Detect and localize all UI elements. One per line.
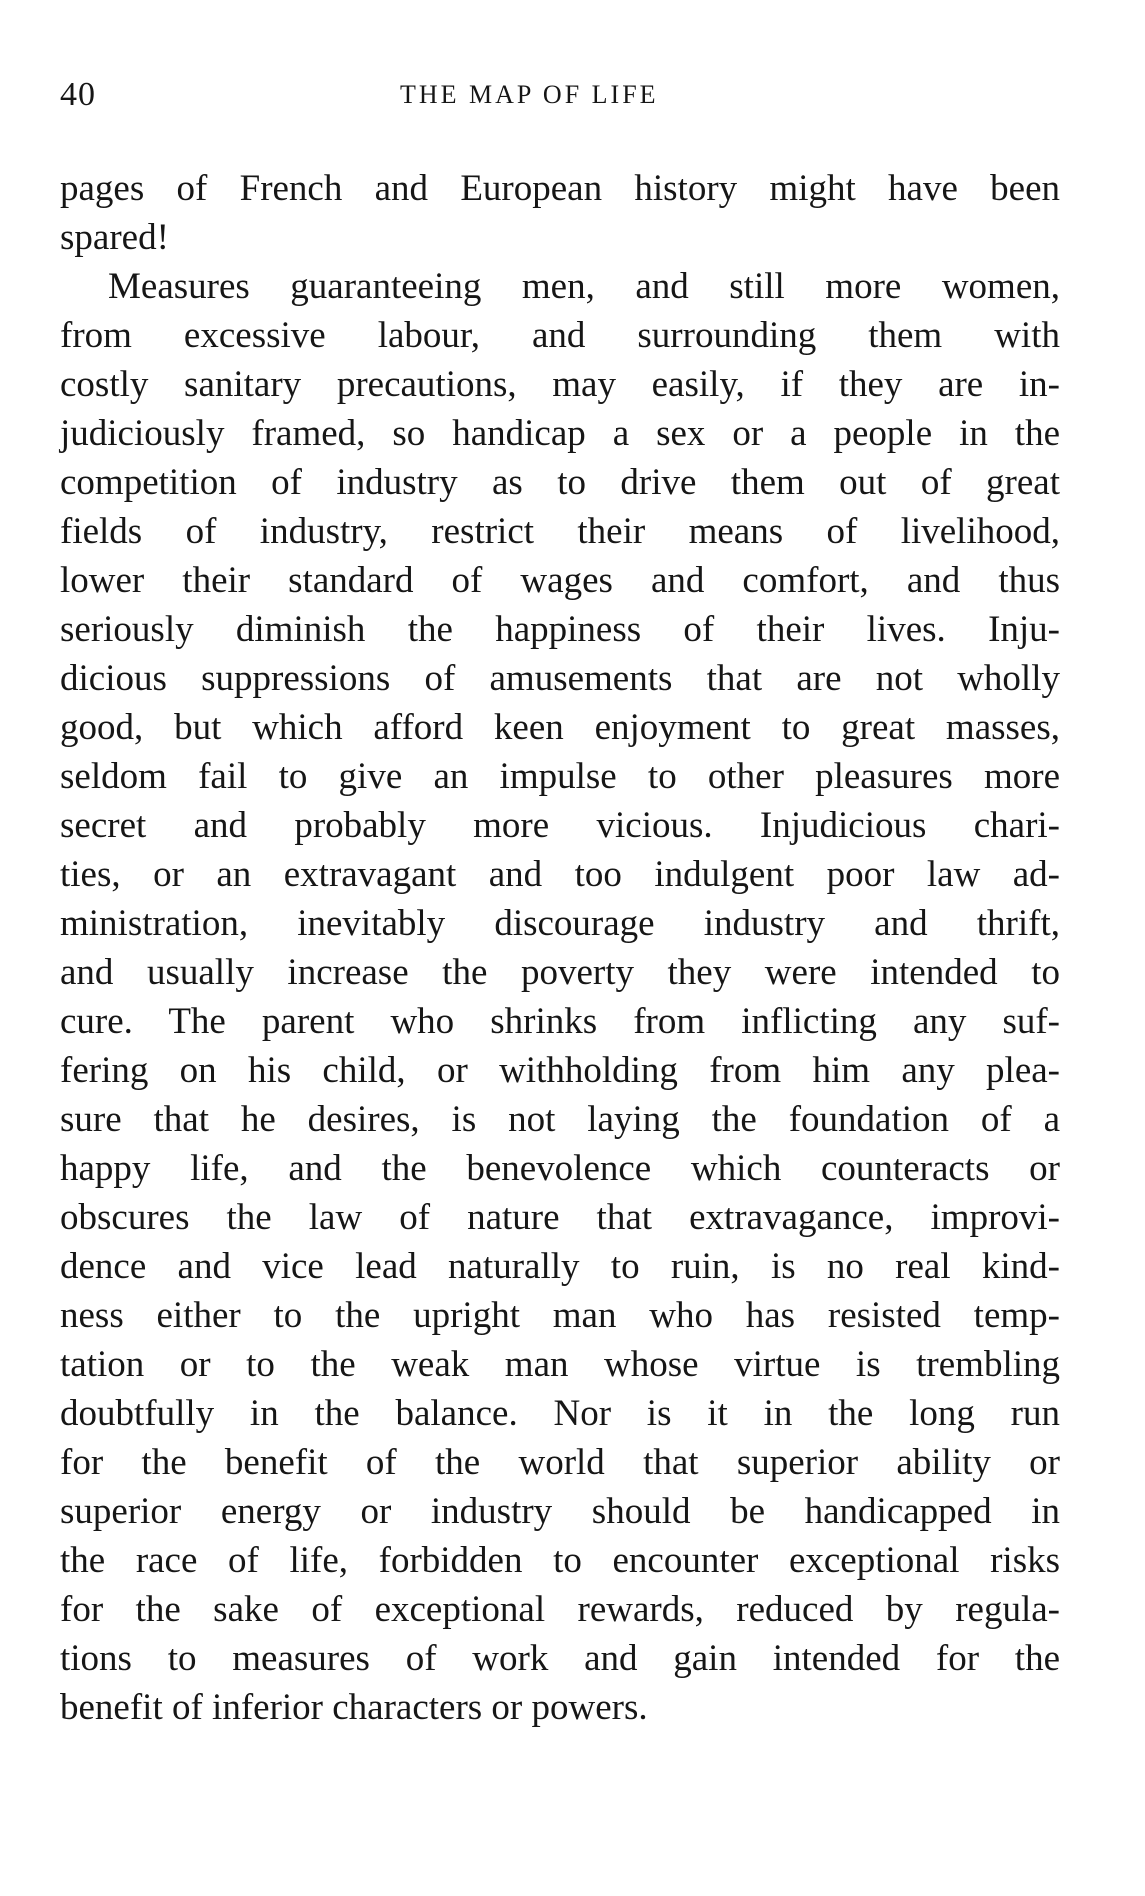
text-line: tation or to the weak man whose virtue is trembling — [60, 1344, 1060, 1385]
text-line: tions to measures of work and gain intended for the — [60, 1638, 1060, 1679]
text-line: ness either to the upright man who has resisted temp- — [60, 1295, 1060, 1336]
text-line: benefit of inferior characters or powers. — [60, 1687, 648, 1728]
text-line: good, but which afford keen enjoyment to great masses, — [60, 707, 1060, 748]
text-line: pages of French and European history might have been — [60, 168, 1060, 209]
text-line: seldom fail to give an impulse to other pleasures more — [60, 756, 1060, 797]
text-line: the race of life, forbidden to encounter exceptional risks — [60, 1540, 1060, 1581]
text-line: judiciously framed, so handicap a sex or a people in the — [60, 413, 1060, 454]
text-line: competition of industry as to drive them out of great — [60, 462, 1060, 503]
text-line: Measures guaranteeing men, and still more women, — [108, 266, 1060, 307]
text-line: fields of industry, restrict their means of livelihood, — [60, 511, 1060, 552]
text-line: dence and vice lead naturally to ruin, is no real kind- — [60, 1246, 1060, 1287]
text-line: for the sake of exceptional rewards, reduced by regula- — [60, 1589, 1060, 1630]
text-line: sure that he desires, is not laying the foundation of a — [60, 1099, 1060, 1140]
running-title: THE MAP OF LIFE — [400, 80, 659, 109]
text-line: seriously diminish the happiness of their lives. Inju- — [60, 609, 1060, 650]
text-line: happy life, and the benevolence which counteracts or — [60, 1148, 1060, 1189]
page-header — [60, 76, 1060, 120]
text-line: superior energy or industry should be handicapped in — [60, 1491, 1060, 1532]
text-line: from excessive labour, and surrounding them with — [60, 315, 1060, 356]
text-line: costly sanitary precautions, may easily, if they are in- — [60, 364, 1060, 405]
text-line: doubtfully in the balance. Nor is it in the long run — [60, 1393, 1060, 1434]
text-line: ties, or an extravagant and too indulgent poor law ad- — [60, 854, 1060, 895]
body-text — [60, 164, 1060, 1732]
text-line: lower their standard of wages and comfort, and thus — [60, 560, 1060, 601]
page-number: 40 — [60, 76, 96, 113]
text-line: for the benefit of the world that superior ability or — [60, 1442, 1060, 1483]
text-line: ministration, inevitably discourage industry and thrift, — [60, 903, 1060, 944]
text-line: cure. The parent who shrinks from inflicting any suf- — [60, 1001, 1060, 1042]
text-line: fering on his child, or withholding from him any plea- — [60, 1050, 1060, 1091]
text-line: and usually increase the poverty they were intended to — [60, 952, 1060, 993]
text-line: secret and probably more vicious. Injudicious chari- — [60, 805, 1060, 846]
text-line: dicious suppressions of amusements that are not wholly — [60, 658, 1060, 699]
text-line: spared! — [60, 217, 169, 258]
text-line: obscures the law of nature that extravagance, improvi- — [60, 1197, 1060, 1238]
